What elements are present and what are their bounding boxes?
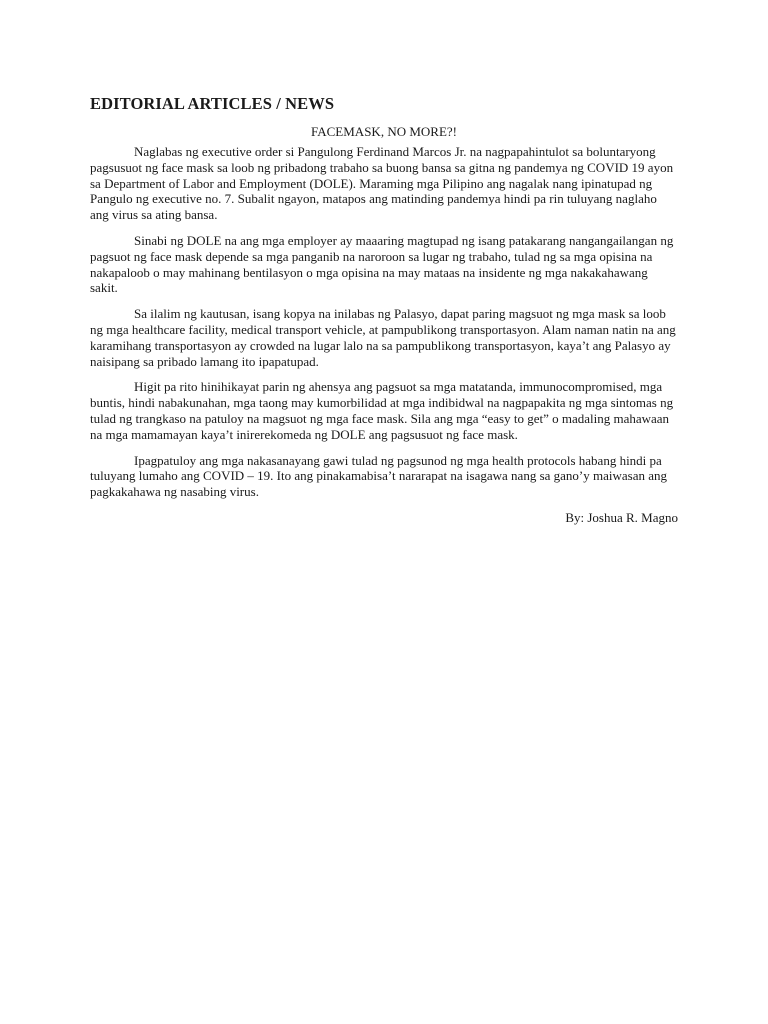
article-title: FACEMASK, NO MORE?! [310, 124, 457, 139]
paragraph-3: Sa ilalim ng kautusan, isang kopya na inilabas ng Palasyo, dapat paring magsuot ng mga mask sa loob ng mga healthcare facility, medical transport vehicle, at pampublikong transportasyon. Alam naman natin na ang karamihang transportasyon ay crowded na lugar lalo na sa pampublikong transportasyon, kaya’t ang Palasyo ay naisipang sa pribado lamang ito ipapatupad. [90, 306, 676, 369]
document-body [90, 94, 678, 526]
paragraph-1: Naglabas ng executive order si Pangulong Ferdinand Marcos Jr. na nagpapahintulot sa boluntaryong pagsusuot ng face mask sa loob ng pribadong trabaho sa buong bansa sa gitna ng pandemya ng COVID 19 ayon sa Department of Labor and Employment (DOLE). Maraming mga Pilipino ang nagalak nang ipinatupad ng Pangulo ng executive no. 7. Subalit ngayon, matapos ang matinding pandemya hindi pa rin tuluyang naglaho ang virus sa ating bansa. [90, 144, 674, 223]
paragraph-5: Ipagpatuloy ang mga nakasanayang gawi tulad ng pagsunod ng mga health protocols habang hindi pa tuluyang lumaho ang COVID – 19. Ito ang pinakamabisa’t nararapat na isagawa nang sa gano’y maiwasan ang pagkakahawa ng nasabing virus. [90, 452, 668, 500]
paragraph-2: Sinabi ng DOLE na ang mga employer ay maaaring magtupad ng isang patakarang nangangailangan ng pagsuot ng face mask depende sa mga panganib na naroroon sa lugar ng trabaho, tulad ng sa mga opisina na nakapaloob o may mahinang bentilasyon o mga opisina na may mataas na insidente ng mga nakakahawang sakit. [90, 232, 674, 296]
author-byline: By: Joshua R. Magno [565, 509, 678, 525]
paragraph-4: Higit pa rito hinihikayat parin ng ahensya ang pagsuot sa mga matatanda, immunocompromised, mga buntis, hindi nabakunahan, mga taong may kumorbilidad at mga indibidwal na nagpapakita ng mga sintomas ng tulad ng trangkaso na patuloy na magsuot ng mga face mask. Sila ang mga “easy to get” o madaling mahawaan na mga mamamayan kaya’t inirerekomeda ng DOLE ang pagsusuot ng face mask. [90, 379, 674, 442]
section-heading: EDITORIAL ARTICLES / NEWS [90, 94, 335, 113]
